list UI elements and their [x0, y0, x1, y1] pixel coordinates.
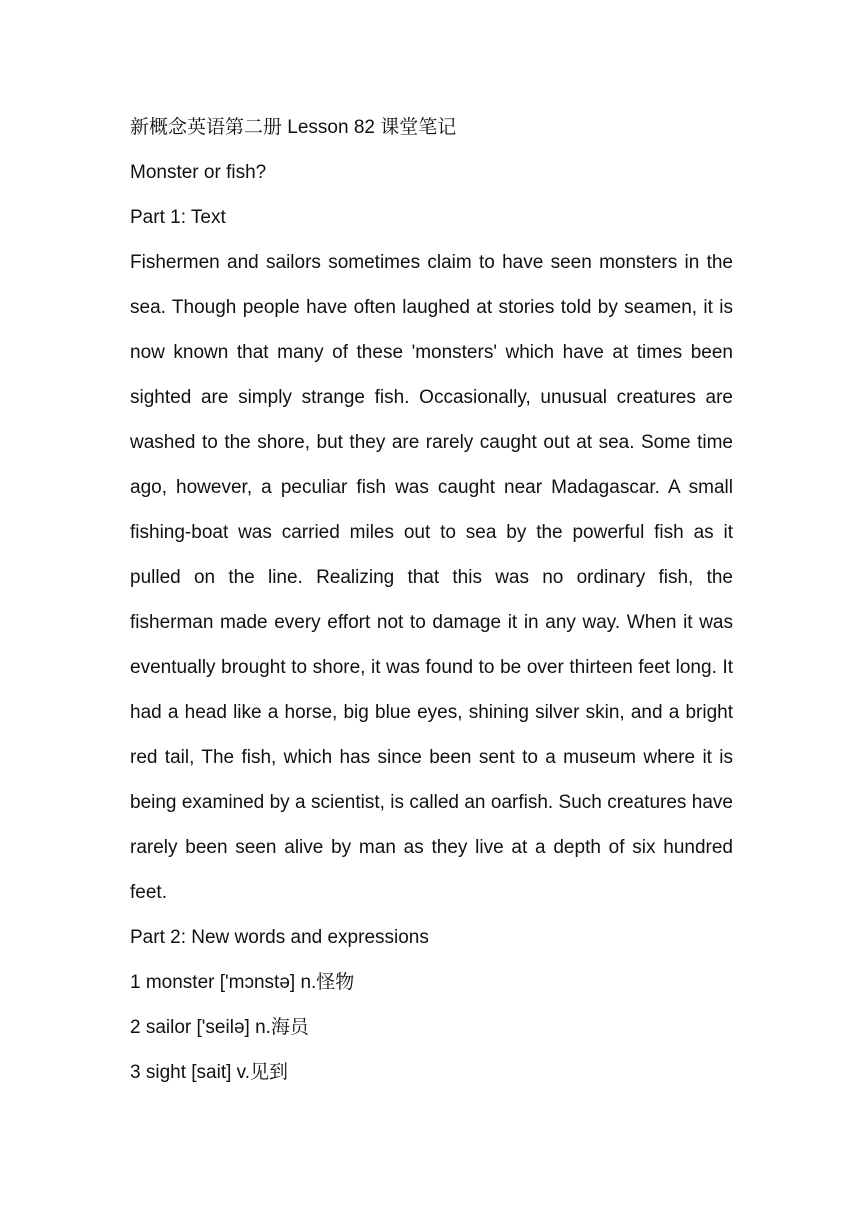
vocab-item: 2 sailor ['seilə] n.海员 [130, 1017, 309, 1038]
part2-heading: Part 2: New words and expressions [130, 927, 429, 948]
lesson-subtitle: Monster or fish? [130, 162, 267, 183]
document-content [130, 105, 733, 1095]
vocab-item: 1 monster ['mɔnstə] n.怪物 [130, 972, 355, 993]
part1-heading: Part 1: Text [130, 207, 226, 228]
document-title: 新概念英语第二册 Lesson 82 课堂笔记 [130, 117, 457, 138]
lesson-text-paragraph: Fishermen and sailors sometimes claim to have seen monsters in the sea. Though people have often laughed at stories told by seamen, it is now known that many of these 'monsters' which have at times been sighted are simply strange fish. Occasionally, unusual creatures are washed to the shore, but they are rarely caught out at sea. Some time ago, however, a peculiar fish was caught near Madagascar. A small fishing-boat was carried miles out to sea by the powerful fish as it pulled on the line. Realizing that this was no ordinary fish, the fisherman made every effort not to damage it in any way. When it was eventually brought to shore, it was found to be over thirteen feet long. It had a head like a horse, big blue eyes, shining silver skin, and a bright red tail, The fish, which has since been sent to a museum where it is being examined by a scientist, is called an oarfish. Such creatures have rarely been seen alive by man as they live at a depth of six hundred feet. [130, 252, 733, 903]
vocab-item: 3 sight [sait] v.见到 [130, 1062, 289, 1083]
